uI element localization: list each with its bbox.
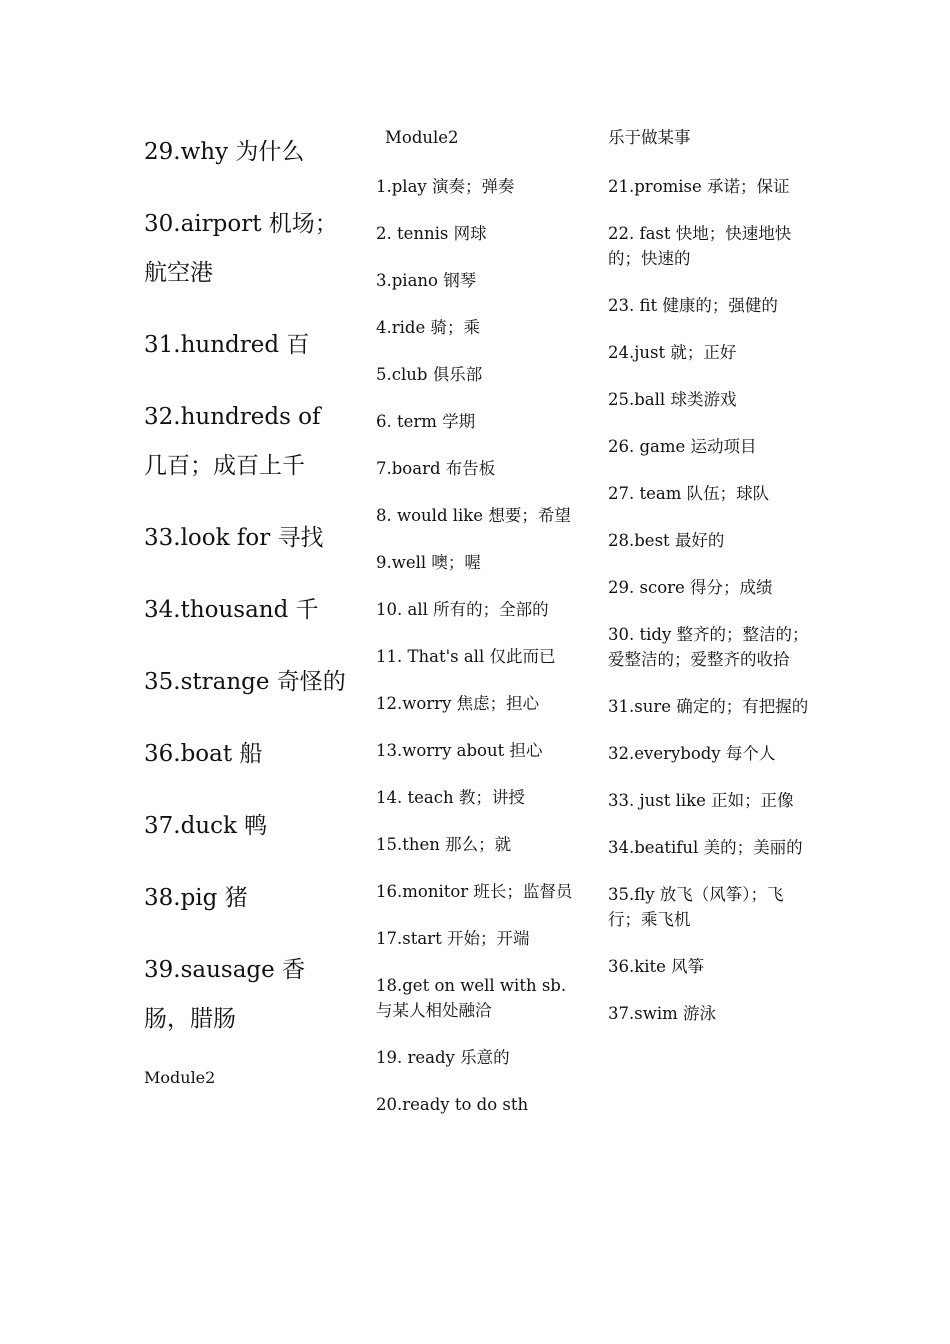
vocab-entry: 32.hundreds of 几百；成百上千 <box>144 404 321 479</box>
vocab-entry: 14. teach 教；讲授 <box>376 788 525 807</box>
vocab-entry: 36.boat 船 <box>144 741 263 767</box>
vocab-entry: 5.club 俱乐部 <box>376 365 483 384</box>
vocab-column-1 <box>144 128 349 1089</box>
vocab-entry: 33.look for 寻找 <box>144 525 324 551</box>
vocab-entry: 36.kite 风筝 <box>608 957 705 976</box>
vocab-entry: 9.well 噢；喔 <box>376 553 481 572</box>
vocab-entry: 3.piano 钢琴 <box>376 271 477 290</box>
vocab-entry: 29. score 得分；成绩 <box>608 578 773 597</box>
vocab-entry: 7.board 布告板 <box>376 459 496 478</box>
vocab-entry: 1.play 演奏；弹奏 <box>376 177 515 196</box>
vocab-entry: 24.just 就；正好 <box>608 343 737 362</box>
vocab-entry: 27. team 队伍；球队 <box>608 484 770 503</box>
vocab-entry: 11. That's all 仅此而已 <box>376 647 556 666</box>
vocab-entry: 35.strange 奇怪的 <box>144 669 346 695</box>
vocab-entry: 4.ride 骑；乘 <box>376 318 480 337</box>
vocab-entry: 17.start 开始；开端 <box>376 929 530 948</box>
vocab-entry: 37.duck 鸭 <box>144 813 268 839</box>
continued-heading: 乐于做某事 <box>608 128 691 147</box>
vocab-entry: 6. term 学期 <box>376 412 476 431</box>
vocab-entry: 25.ball 球类游戏 <box>608 390 737 409</box>
vocab-entry: 13.worry about 担心 <box>376 741 543 760</box>
vocab-entry: 34.thousand 千 <box>144 597 319 623</box>
vocab-entry: 22. fast 快地；快速地快的；快速的 <box>608 224 792 268</box>
vocab-entry: 30. tidy 整齐的；整洁的；爱整洁的；爱整齐的收拾 <box>608 625 809 669</box>
vocab-entry: 29.why 为什么 <box>144 139 305 165</box>
vocab-entry: 39.sausage 香肠，腊肠 <box>144 957 306 1032</box>
vocab-entry: 15.then 那么；就 <box>376 835 512 854</box>
vocab-entry: 34.beatiful 美的；美丽的 <box>608 838 803 857</box>
vocab-entry: 32.everybody 每个人 <box>608 744 776 763</box>
vocab-entry: 8. would like 想要；希望 <box>376 506 571 525</box>
vocab-entry: 23. fit 健康的；强健的 <box>608 296 778 315</box>
vocab-entry: 21.promise 承诺；保证 <box>608 177 790 196</box>
vocab-column-2 <box>376 128 581 1139</box>
vocab-entry: 31.sure 确定的；有把握的 <box>608 697 809 716</box>
module-heading: Module2 <box>385 128 459 147</box>
vocab-entry: 19. ready 乐意的 <box>376 1048 510 1067</box>
vocab-column-3 <box>608 128 813 1048</box>
vocab-entry: 26. game 运动项目 <box>608 437 757 456</box>
module-footer: Module2 <box>144 1068 216 1087</box>
vocab-entry: 2. tennis 网球 <box>376 224 487 243</box>
vocab-entry: 20.ready to do sth <box>376 1095 529 1114</box>
vocab-entry: 28.best 最好的 <box>608 531 725 550</box>
vocab-entry: 16.monitor 班长；监督员 <box>376 882 573 901</box>
vocab-entry: 18.get on well with sb. 与某人相处融洽 <box>376 976 567 1020</box>
vocab-entry: 12.worry 焦虑；担心 <box>376 694 540 713</box>
vocab-entry: 10. all 所有的；全部的 <box>376 600 549 619</box>
vocab-entry: 31.hundred 百 <box>144 332 310 358</box>
vocab-entry: 37.swim 游泳 <box>608 1004 716 1023</box>
vocab-entry: 35.fly 放飞（风筝）；飞行；乘飞机 <box>608 885 784 929</box>
vocab-entry: 33. just like 正如；正像 <box>608 791 794 810</box>
vocab-entry: 38.pig 猪 <box>144 885 248 911</box>
vocab-entry: 30.airport 机场；航空港 <box>144 211 338 286</box>
